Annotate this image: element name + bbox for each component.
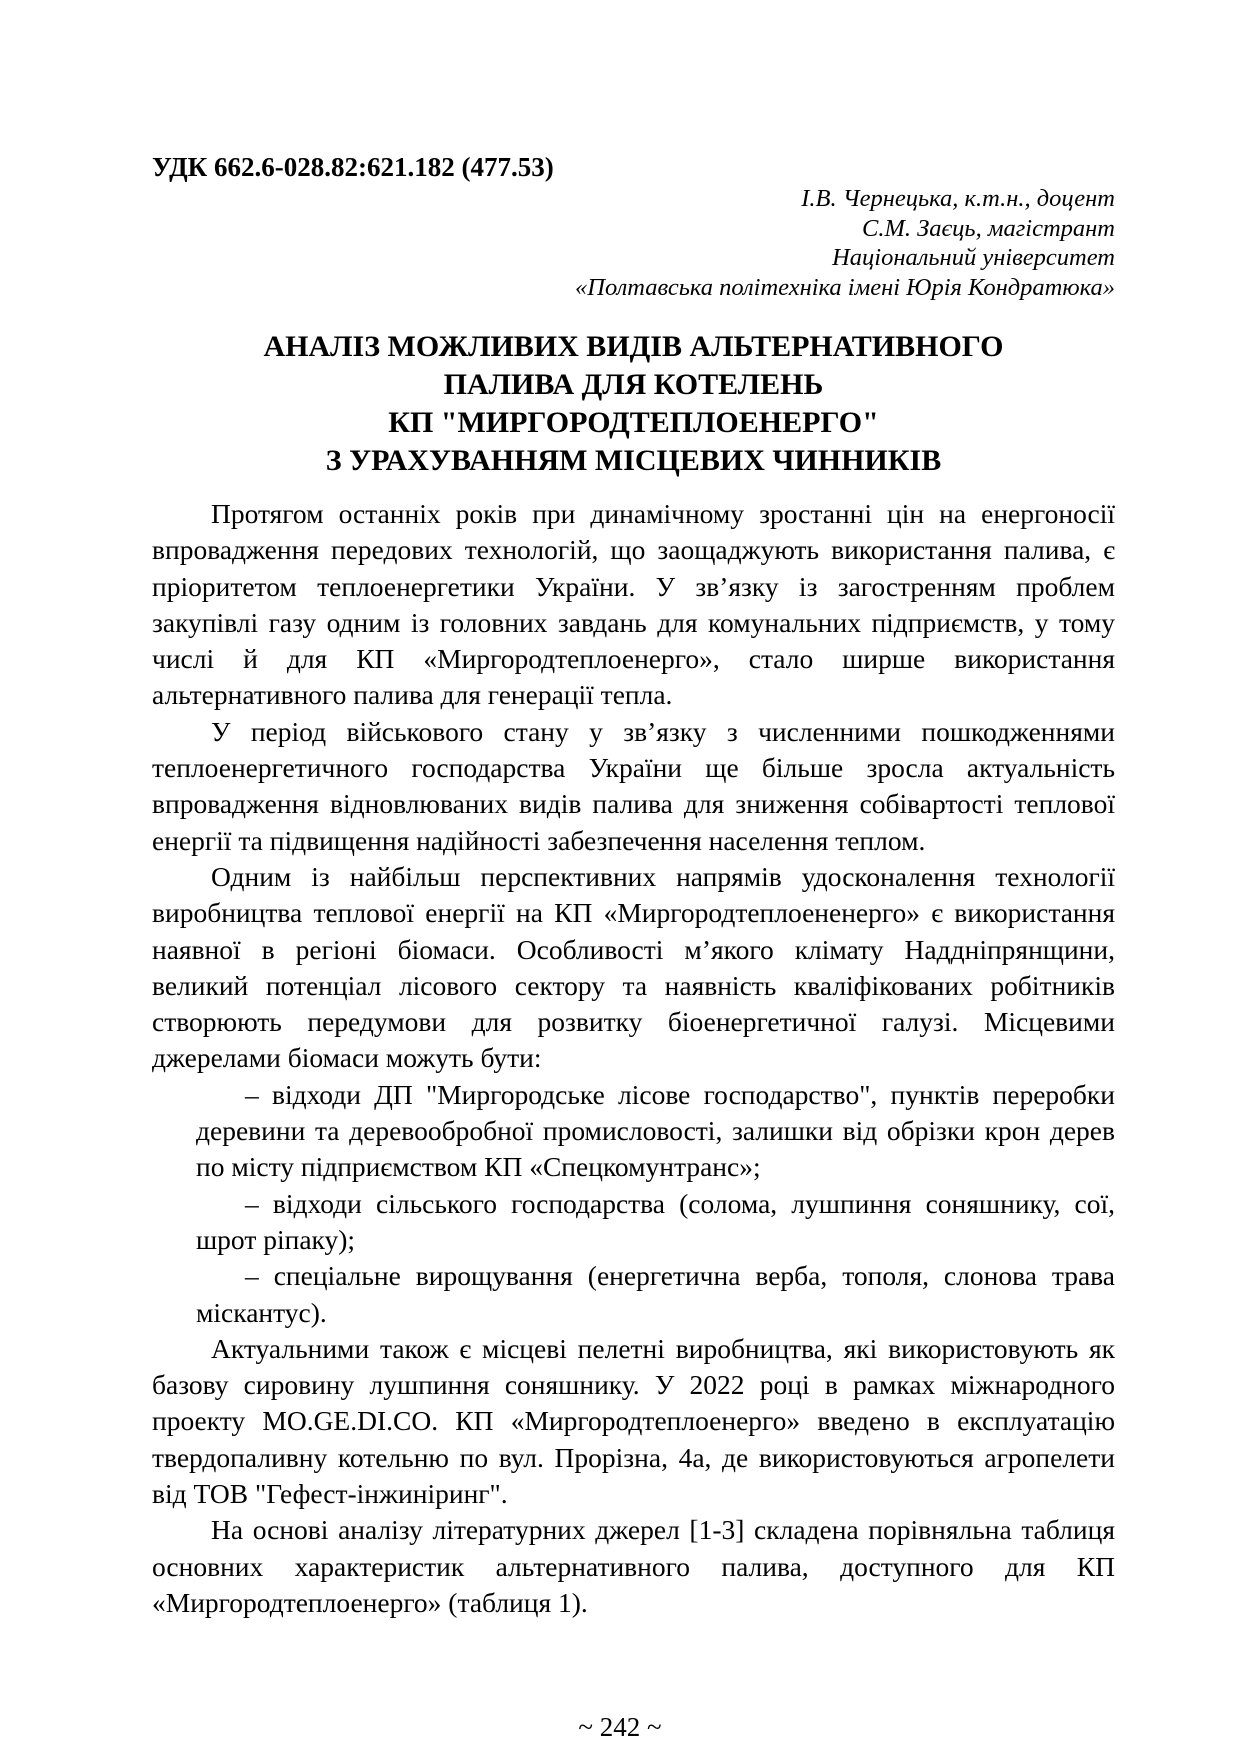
paragraph: Актуальними також є місцеві пелетні виробництва, які використовують як базову сировину лушпиння соняшнику. У 2022 році в рамках міжнародного проекту MO.GE.DI.CO. КП «Миргородтеплоенерго» введено в експлуатацію твердопаливну котельню по вул. Прорізна, 4а, де використовуються агропелети від ТОВ "Гефест-інжиніринг". bbox=[152, 1332, 1115, 1510]
paragraph: У період військового стану у зв’язку з численними пошкодженнями теплоенергетичного господарства України ще більше зросла актуальність впровадження відновлюваних видів палива для зниження собівартості теплової енергії та підвищення надійності забезпечення населення теплом. bbox=[152, 715, 1115, 856]
article-title bbox=[152, 328, 1115, 480]
affiliation-2: «Полтавська політехніка імені Юрія Кондратюка» bbox=[575, 273, 1115, 301]
affiliation-1: Національний університет bbox=[832, 244, 1115, 271]
article-body bbox=[152, 496, 1115, 1621]
list-item: – спеціальне вирощування (енергетична верба, тополя, слонова трава міскантус). bbox=[196, 1260, 1115, 1328]
list-item: – відходи сільського господарства (солома, лушпиння соняшнику, сої, шрот ріпаку); bbox=[196, 1187, 1115, 1255]
author-2: С.М. Заєць, магістрант bbox=[861, 214, 1115, 242]
list-item: – відходи ДП "Миргородське лісове господарство", пунктів переробки деревини та деревообробної промисловості, залишки від обрізки крон дерев по місту підприємством КП «Спецкомунтранс»; bbox=[196, 1078, 1115, 1183]
title-line: АНАЛІЗ МОЖЛИВИХ ВИДІВ АЛЬТЕРНАТИВНОГО bbox=[263, 330, 1004, 363]
author-1: І.В. Чернецька, к.т.н., доцент bbox=[801, 185, 1115, 212]
udk-code: УДК 662.6-028.82:621.182 (477.53) bbox=[152, 152, 554, 182]
authors-block bbox=[575, 184, 1115, 302]
title-line: ПАЛИВА ДЛЯ КОТЕЛЕНЬ bbox=[443, 368, 824, 401]
paragraph: Одним із найбільш перспективних напрямів удосконалення технології виробництва теплової енергії на КП «Миргородтеплоененерго» є використання наявної в регіоні біомаси. Особливості м’якого клімату Наддніпрянщини, великий потенціал лісового сектору та наявність кваліфікованих робітників створюють передумови для розвитку біоенергетичної галузі. Місцевими джерелами біомаси можуть бути: bbox=[152, 860, 1115, 1074]
paragraph: Протягом останніх років при динамічному зростанні цін на енергоносії впровадження передових технологій, що заощаджують використання палива, є пріоритетом теплоенергетики України. У зв’язку із загостренням проблем закупівлі газу одним із головних завдань для комунальних підприємств, у тому числі й для КП «Миргородтеплоенерго», стало ширше використання альтернативного палива для генерації тепла. bbox=[152, 498, 1115, 711]
title-line: З УРАХУВАННЯМ МІСЦЕВИХ ЧИННИКІВ bbox=[325, 444, 942, 477]
title-line: КП "МИРГОРОДТЕПЛОЕНЕРГО" bbox=[388, 406, 879, 439]
page-number: ~ 242 ~ bbox=[578, 1712, 662, 1742]
paragraph: На основі аналізу літературних джерел [1-3] складена порівняльна таблиця основних характеристик альтернативного палива, доступного для КП «Миргородтеплоенерго» (таблиця 1). bbox=[152, 1514, 1115, 1618]
